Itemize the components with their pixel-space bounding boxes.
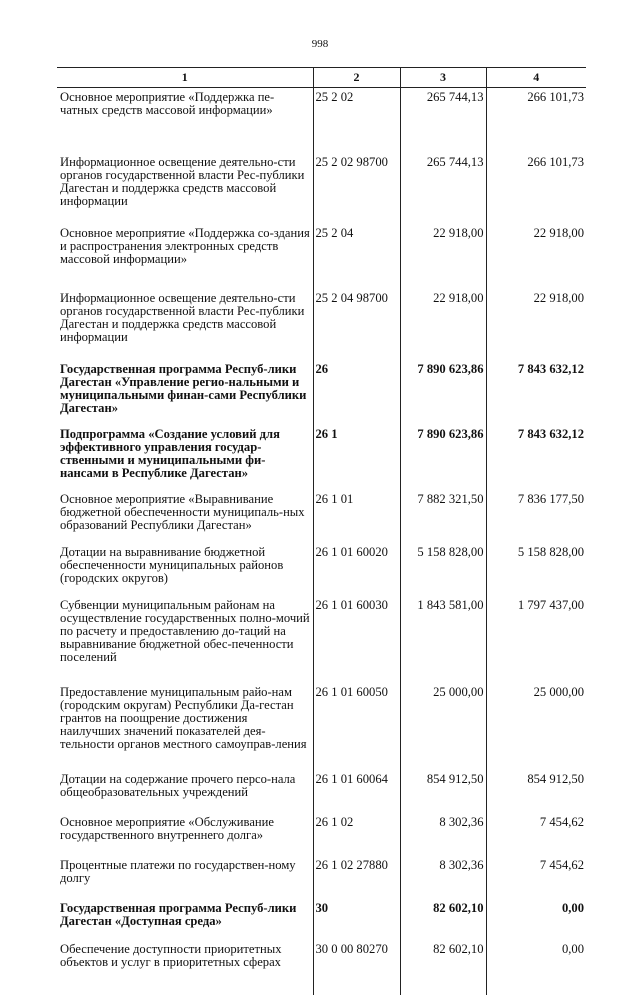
row-code: 30 xyxy=(313,899,400,940)
row-code: 25 2 02 98700 xyxy=(313,153,400,224)
row-name: Процентные платежи по государствен-ному долгу xyxy=(60,858,296,885)
row-code: 26 1 01 60020 xyxy=(313,543,400,596)
table-row xyxy=(57,425,586,490)
row-value-1: 854 912,50 xyxy=(400,770,486,813)
column-header-3: 3 xyxy=(400,68,486,88)
column-header-1: 1 xyxy=(57,68,313,88)
row-name: Основное мероприятие «Обслуживание государственного внутреннего долга» xyxy=(60,815,274,842)
row-value-1: 22 918,00 xyxy=(400,224,486,289)
row-value-1: 1 843 581,00 xyxy=(400,596,486,683)
row-name: Информационное освещение деятельно-сти органов государственной власти Рес-публики Дагестан и поддержка средств массовой информации xyxy=(60,155,305,208)
column-header-4: 4 xyxy=(486,68,586,88)
row-code: 26 1 01 60064 xyxy=(313,770,400,813)
row-value-2: 854 912,50 xyxy=(486,770,586,813)
row-value-1: 8 302,36 xyxy=(400,813,486,856)
row-name: Государственная программа Респуб-лики Дагестан «Доступная среда» xyxy=(60,901,297,928)
row-code: 25 2 02 xyxy=(313,88,400,154)
table-row xyxy=(57,88,586,154)
table-row xyxy=(57,813,586,856)
row-name: Подпрограмма «Создание условий для эффективного управления государ-ственными и муниципальными фи-нансами в Республике Дагестан» xyxy=(60,427,280,480)
row-name: Основное мероприятие «Поддержка пе-чатных средств массовой информации» xyxy=(60,90,275,117)
row-code: 25 2 04 98700 xyxy=(313,289,400,360)
table-row xyxy=(57,289,586,360)
row-value-2: 7 454,62 xyxy=(486,813,586,856)
table-row xyxy=(57,596,586,683)
row-value-2: 0,00 xyxy=(486,940,586,995)
row-value-2: 0,00 xyxy=(486,899,586,940)
row-value-1: 265 744,13 xyxy=(400,88,486,154)
row-value-2: 266 101,73 xyxy=(486,153,586,224)
row-code: 26 1 01 xyxy=(313,490,400,543)
row-name: Дотации на содержание прочего персо-нала общеобразовательных учреждений xyxy=(60,772,296,799)
row-value-2: 5 158 828,00 xyxy=(486,543,586,596)
row-name: Основное мероприятие «Поддержка со-здания и распространения электронных средств массовой информации» xyxy=(60,226,310,266)
row-code: 26 1 02 27880 xyxy=(313,856,400,899)
table-row xyxy=(57,360,586,425)
header-row xyxy=(57,68,586,88)
page-number: 998 xyxy=(311,38,329,50)
row-value-2: 7 454,62 xyxy=(486,856,586,899)
row-code: 26 xyxy=(313,360,400,425)
row-value-2: 266 101,73 xyxy=(486,88,586,154)
row-value-2: 22 918,00 xyxy=(486,289,586,360)
row-value-1: 7 882 321,50 xyxy=(400,490,486,543)
row-value-1: 25 000,00 xyxy=(400,683,486,770)
column-header-2: 2 xyxy=(313,68,400,88)
row-value-1: 82 602,10 xyxy=(400,940,486,995)
row-name: Основное мероприятие «Выравнивание бюджетной обеспеченности муниципаль-ных образований Республики Дагестан» xyxy=(60,492,305,532)
row-code: 25 2 04 xyxy=(313,224,400,289)
row-value-1: 8 302,36 xyxy=(400,856,486,899)
table-row xyxy=(57,683,586,770)
row-value-1: 7 890 623,86 xyxy=(400,360,486,425)
row-code: 30 0 00 80270 xyxy=(313,940,400,995)
row-value-2: 1 797 437,00 xyxy=(486,596,586,683)
table-row xyxy=(57,940,586,995)
row-name: Предоставление муниципальным райо-нам (городским округам) Республики Да-гестан грантов на поощрение достижения наилучших значений показателей дея-тельности органов местного самоупрaв-ления xyxy=(60,685,307,751)
row-value-1: 82 602,10 xyxy=(400,899,486,940)
row-code: 26 1 xyxy=(313,425,400,490)
table-row xyxy=(57,770,586,813)
row-value-2: 25 000,00 xyxy=(486,683,586,770)
row-value-1: 7 890 623,86 xyxy=(400,425,486,490)
row-value-1: 22 918,00 xyxy=(400,289,486,360)
row-value-2: 7 843 632,12 xyxy=(486,425,586,490)
table-row xyxy=(57,224,586,289)
table-row xyxy=(57,899,586,940)
row-name: Дотации на выравнивание бюджетной обеспеченности муниципальных районов (городских округов) xyxy=(60,545,284,585)
row-value-2: 22 918,00 xyxy=(486,224,586,289)
row-name: Информационное освещение деятельно-сти органов государственной власти Рес-публики Дагестан и поддержка средств массовой информации xyxy=(60,291,305,344)
row-code: 26 1 02 xyxy=(313,813,400,856)
row-name: Государственная программа Респуб-лики Дагестан «Управление регио-нальными и муниципальными финан-сами Республики Дагестан» xyxy=(60,362,307,415)
row-value-2: 7 836 177,50 xyxy=(486,490,586,543)
row-code: 26 1 01 60050 xyxy=(313,683,400,770)
row-value-2: 7 843 632,12 xyxy=(486,360,586,425)
row-name: Субвенции муниципальным районам на осуществление государственных полно-мочий по расчету и предоставлению до-таций на выравнивание бюджетной обес-печенности поселений xyxy=(60,598,310,664)
row-value-1: 5 158 828,00 xyxy=(400,543,486,596)
row-name: Обеспечение доступности приоритетных объектов и услуг в приоритетных сферах xyxy=(60,942,282,969)
row-value-1: 265 744,13 xyxy=(400,153,486,224)
row-code: 26 1 01 60030 xyxy=(313,596,400,683)
budget-table xyxy=(57,67,586,995)
table-row xyxy=(57,543,586,596)
table-row xyxy=(57,856,586,899)
table-row xyxy=(57,153,586,224)
table-row xyxy=(57,490,586,543)
